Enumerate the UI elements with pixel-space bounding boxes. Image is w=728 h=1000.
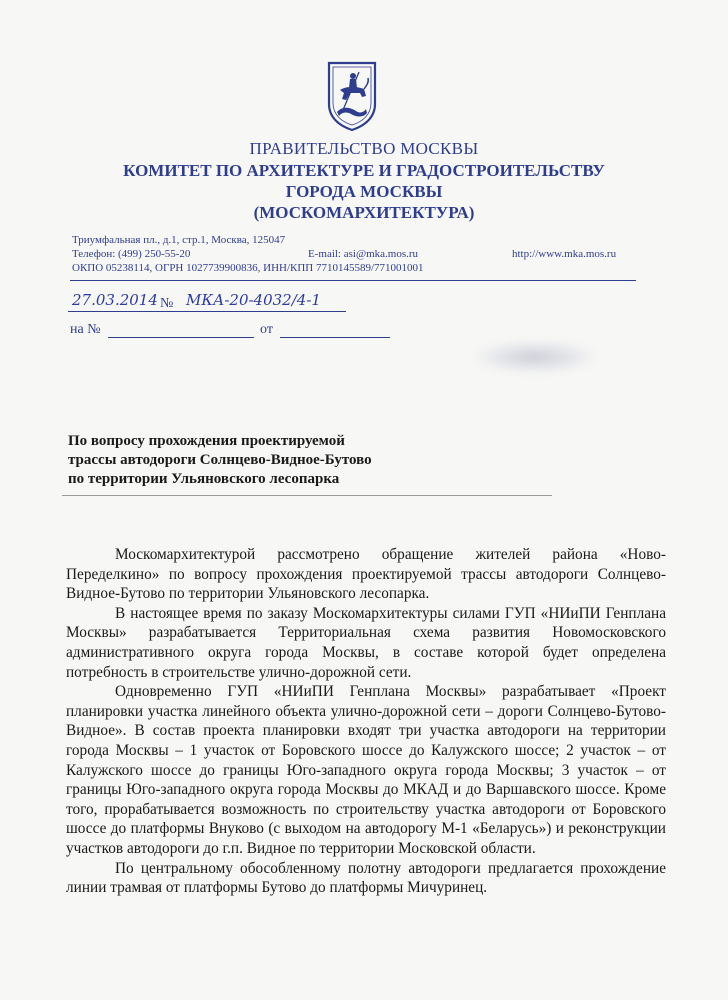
address: Триумфальная пл., д.1, стр.1, Москва, 125047 <box>72 234 286 246</box>
from-label: от <box>260 322 273 337</box>
phone: Телефон: (499) 250-55-20 <box>72 248 191 260</box>
website: http://www.mka.mos.ru <box>512 248 617 260</box>
date-number-underline <box>68 311 346 312</box>
letter-body <box>66 545 666 898</box>
number-label: № <box>160 296 174 311</box>
email: E-mail: asi@mka.mos.ru <box>308 248 419 260</box>
reference-label: на № <box>70 322 101 337</box>
body-paragraph: По центральному обособленному полотну автодороги предлагается прохождение линии трамвая от платформы Бутово до платформы Мичуринец. <box>66 859 666 897</box>
body-paragraph: Одновременно ГУП «НИиПИ Генплана Москвы» разрабатывает «Проект планировки участка линейного объекта улично-дорожной сети – дороги Солнцево-Бутово-Видное». В состав проекта планировки входят три участка автодороги на территории города Москвы – 1 участок от Боровского шоссе до Калужского шоссе; 2 участок – от Калужского шоссе до границы Юго-западного округа города Москвы; 3 участок – от границы Юго-западного округа города Москвы до МКАД и до Варшавского шоссе. Кроме того, прорабатывается возможность по строительству участка автодороги от Боровского шоссе до платформы Внуково (с выходом на автодорогу М-1 «Беларусь») и реконструкции участков автодороги до г.п. Видное по территории Московской области. <box>66 683 666 857</box>
subject-line: по территории Ульяновского лесопарка <box>68 471 340 487</box>
letter-date: 27.03.2014 <box>72 291 158 309</box>
header-divider <box>70 280 636 281</box>
letter-number: МКА-20-4032/4-1 <box>186 291 321 309</box>
subject-divider <box>62 495 552 496</box>
committee-title-line: ГОРОДА МОСКВЫ <box>285 182 443 201</box>
government-title: ПРАВИТЕЛЬСТВО МОСКВЫ <box>249 139 479 158</box>
committee-title-line: (МОСКОМАРХИТЕКТУРА) <box>253 203 475 222</box>
moscow-coat-of-arms-icon <box>326 60 378 132</box>
letter-subject <box>68 432 372 489</box>
committee-title-line: КОМИТЕТ ПО АРХИТЕКТУРЕ И ГРАДОСТРОИТЕЛЬСТВУ <box>123 161 605 180</box>
subject-line: трассы автодороги Солнцево-Видное-Бутово <box>68 452 372 468</box>
contact-block <box>72 233 638 275</box>
registry-codes: ОКПО 05238114, ОГРН 1027739900836, ИНН/КПП 7710145589/771001001 <box>72 262 424 274</box>
subject-line: По вопросу прохождения проектируемой <box>68 433 345 449</box>
reference-date-field <box>280 337 390 338</box>
committee-title <box>0 160 728 223</box>
body-paragraph: В настоящее время по заказу Москомархитектуры силами ГУП «НИиПИ Генплана Москвы» разрабатывается Территориальная схема развития Новомосковского административного округа города Москвы, в составе которой будет определена потребность в строительстве улично-дорожной сети. <box>66 604 666 681</box>
redacted-recipient <box>475 340 595 374</box>
body-paragraph: Москомархитектурой рассмотрено обращение жителей района «Ново-Переделкино» по вопросу прохождения проектируемой трассы автодороги Солнцево-Видное-Бутово по территории Ульяновского лесопарка. <box>66 546 666 603</box>
reference-number-field <box>108 337 254 338</box>
